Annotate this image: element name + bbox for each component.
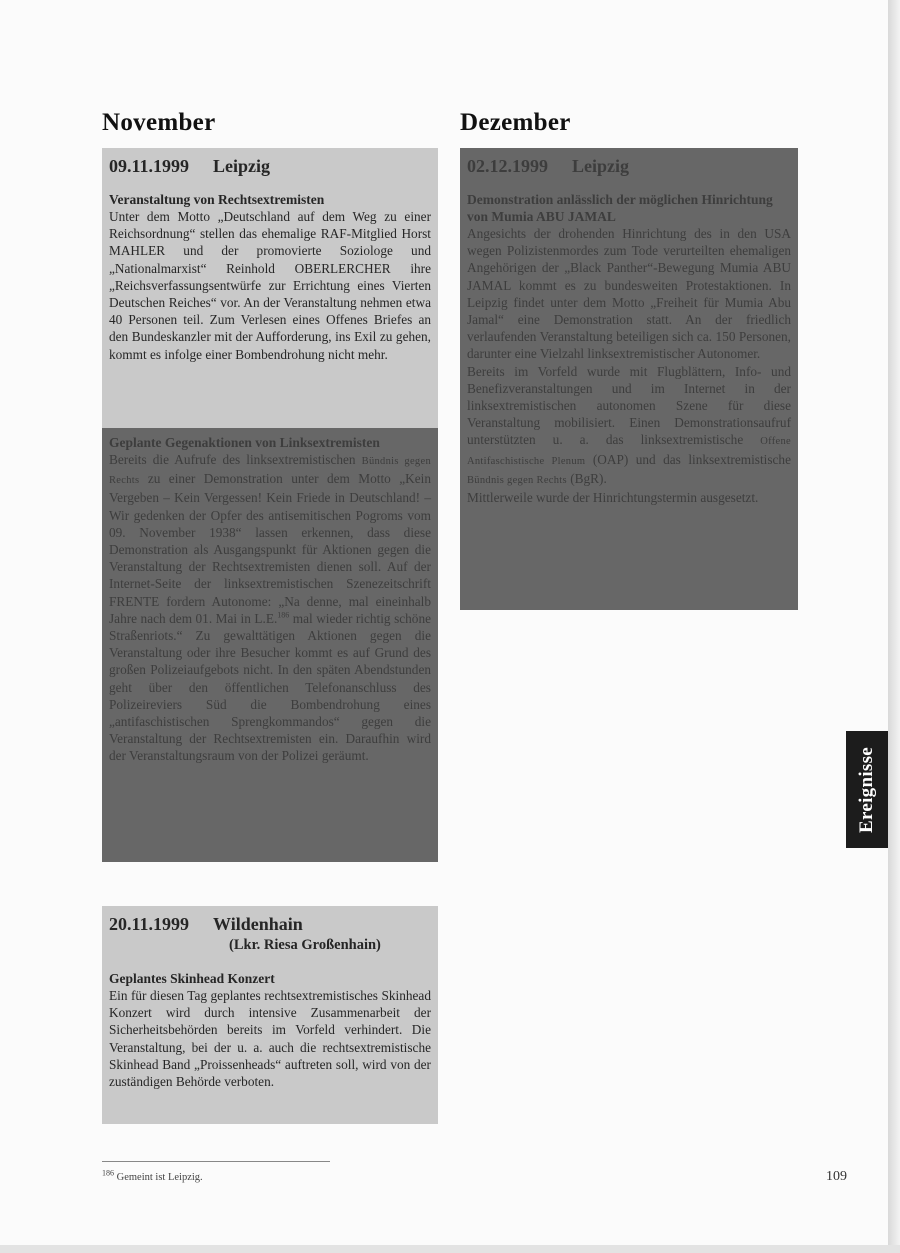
footnote-divider bbox=[102, 1161, 330, 1162]
section-title: Veranstaltung von Rechtsextremisten bbox=[109, 192, 325, 207]
section-tab-ereignisse: Ereignisse bbox=[846, 731, 888, 848]
event-box-02-12-1999 bbox=[460, 148, 798, 610]
section-title: Geplantes Skinhead Konzert bbox=[109, 971, 275, 986]
event-box-20-11-1999 bbox=[102, 906, 438, 1124]
event-place: Wildenhain bbox=[213, 914, 303, 934]
section-text: Mittlerweile wurde der Hinrichtungstermin ausgesetzt. bbox=[467, 490, 759, 506]
section-title: Geplante Gegenaktionen von Linksextremisten bbox=[109, 435, 380, 450]
section-title: Demonstration anlässlich der möglichen Hinrichtung von Mumia ABU JAMAL bbox=[467, 192, 773, 224]
event-box-gegenaktionen bbox=[102, 428, 438, 862]
month-heading-dezember: Dezember bbox=[460, 109, 571, 136]
footnote-reference: 186 bbox=[277, 610, 290, 620]
month-heading-november: November bbox=[102, 109, 216, 136]
event-header bbox=[102, 906, 438, 935]
page-number: 109 bbox=[826, 1169, 847, 1184]
page-edge bbox=[888, 0, 900, 1253]
page-bottom-edge bbox=[0, 1245, 900, 1253]
footnote-number: 186 bbox=[102, 1168, 114, 1178]
organization-name: Bündnis gegen Rechts bbox=[467, 474, 567, 486]
event-date: 20.11.1999 bbox=[109, 914, 190, 934]
event-date: 02.12.1999 bbox=[467, 156, 548, 176]
footnote bbox=[102, 1168, 203, 1183]
footnote-text: Gemeint ist Leipzig. bbox=[116, 1172, 203, 1183]
event-place: Leipzig bbox=[572, 156, 629, 176]
event-header bbox=[460, 148, 798, 177]
event-header bbox=[102, 148, 438, 177]
event-box-09-11-1999 bbox=[102, 148, 438, 428]
event-date: 09.11.1999 bbox=[109, 156, 190, 176]
section-text: Bereits die Aufrufe des linksextremistischen Bündnis gegen Rechts zu einer Demonstration unter dem Motto „Kein Vergeben – Kein Vergessen! Kein Friede in Deutschland! – Wir gedenken der Opfer des antisemitischen Pogroms vom 09. November 1938“ lassen erkennen, dass diese Demonstration als Ausgangspunkt für Aktionen gegen die Veranstaltung der Rechtsextremisten dienen soll. Auf der Internet-Seite der linksextremistischen Szenezeitschrift FRENTE fordern Autonome: „Na denne, mal eineinhalb Jahre nach dem 01. Mai in L.E.$^{186}$ mal wieder richtig schöne Straßenriots.“ Zu gewalttätigen Aktionen gegen die Veranstaltung oder ihre Besucher kommt es auf Grund des großen Polizeiaufgebots nicht. In den späten Abendstunden geht über den öffentlichen Telefonanschluss des Polizeireviers Süd die Bombendrohung eines „antifaschistischen Sprengkommandos“ gegen die Veranstaltung der Rechtsextremisten ein. Daraufhin wird der Veranstaltungsraum von der Polizei geräumt. bbox=[109, 452, 431, 764]
section-text: Bereits im Vorfeld wurde mit Flugblättern, Info- und Benefizveranstaltungen und im Internet in der linksextremistischen autonomen Szene für diese Veranstaltung mobilisiert. Einen Demonstrationsaufruf unterstützten u. a. das linksextremistische Offene Antifaschistische Plenum (OAP) und das linksextremistische Bündnis gegen Rechts (BgR). bbox=[467, 363, 791, 486]
organization-name: Bündnis gegen Rechts bbox=[109, 456, 431, 487]
event-place-detail: (Lkr. Riesa Großenhain) bbox=[229, 937, 381, 953]
organization-name: Offene Antifaschistische Plenum bbox=[467, 436, 791, 467]
event-place: Leipzig bbox=[213, 156, 271, 176]
section-text: Angesichts der drohenden Hinrichtung des in den USA wegen Polizistenmordes zum Tode verurteilten ehemaligen Angehörigen der „Black Panther“-Bewegung Mumia ABU JAMAL kommt es zu bundesweiten Protestaktionen. In Leipzig findet unter dem Motto „Freiheit für Mumia Abu Jamal“ eine Demonstration statt. An der friedlich verlaufenden Veranstaltung beteiligen sich ca. 150 Personen, darunter eine Vielzahl linksextremistischer Autonomer. bbox=[467, 226, 791, 362]
section-text: Unter dem Motto „Deutschland auf dem Weg zu einer Reichsordnung“ stellen das ehemalige RAF-Mitglied Horst MAHLER und der promovierte Soziologe und „Nationalmarxist“ Reinhold OBERLERCHER ihre „Reichsverfassungsentwürfe zur Errichtung eines Vierten Deutschen Reiches“ vor. An der Veranstaltung nehmen etwa 40 Personen teil. Zum Verlesen eines Offenes Briefes an den Bundeskanzler mit der Aufforderung, ins Exil zu gehen, kommt es infolge einer Bombendrohung nicht mehr. bbox=[109, 209, 431, 362]
section-text: Ein für diesen Tag geplantes rechtsextremistisches Skinhead Konzert wird durch intensive Zusammenarbeit der Sicherheitsbehörden bereits im Vorfeld verhindert. Die Veranstaltung, bei der u. a. auch die rechtsextremistische Skinhead Band „Proissenheads“ auftreten soll, wird von der zuständigen Behörde verboten. bbox=[109, 988, 431, 1090]
